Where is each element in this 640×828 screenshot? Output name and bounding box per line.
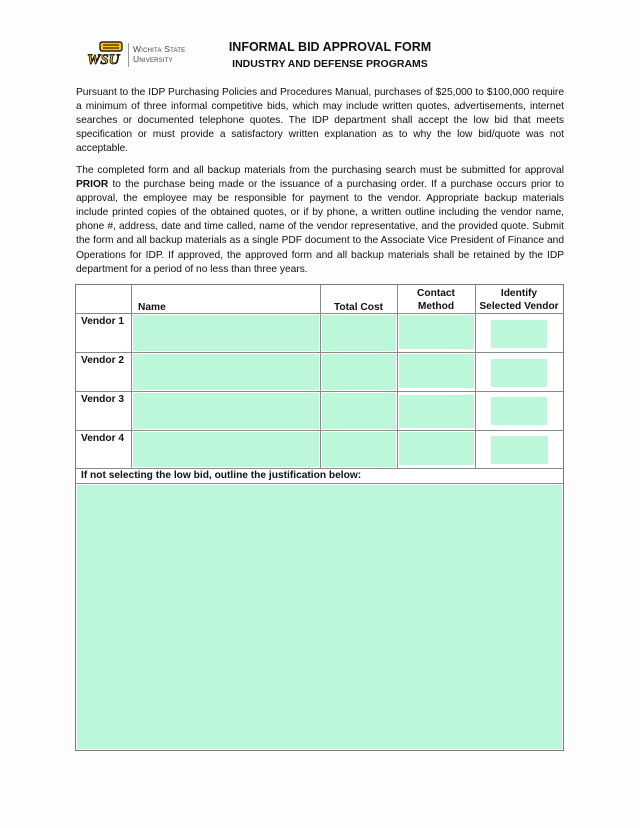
vendor-1-label: Vendor 1 <box>81 316 125 327</box>
submission-paragraph: The completed form and all backup materials from the purchasing search must be submitted for approval PRIOR to the purchase being made or the issuance of a purchasing order. If a purchase occurs prior to approval, the employee may be responsible for payment to the vendor. Appropriate backup materials include printed copies of the obtained quotes, or if by phone, a written outline including the vendor name, phone #, address, date and time called, name of the vendor representative, and the provided quote. Submit the form and all backup materials as a single PDF document to the Associate Vice President of Finance and Operations for IDP. If approved, the approved form and all backup materials shall be retained by the IDP department for a period of no less than three years. <box>76 165 564 275</box>
vendor-2-total-cost-field[interactable] <box>322 354 396 390</box>
vendor-2-label: Vendor 2 <box>81 355 125 366</box>
row-divider <box>76 391 563 392</box>
logo-divider <box>128 43 129 67</box>
form-subtitle: INDUSTRY AND DEFENSE PROGRAMS <box>232 58 428 70</box>
vendor-4-contact-method-field[interactable] <box>399 432 474 465</box>
vendor-3-name-field[interactable] <box>133 393 319 429</box>
vendor-3-total-cost-field[interactable] <box>322 393 396 429</box>
vendor-4-selected-checkbox[interactable] <box>491 436 548 464</box>
header-total-cost: Total Cost <box>333 302 384 313</box>
vendor-1-name-field[interactable] <box>133 315 319 351</box>
header-name: Name <box>138 302 166 313</box>
vendor-3-label: Vendor 3 <box>81 394 125 405</box>
wsu-logo <box>86 41 196 69</box>
vendor-3-selected-checkbox[interactable] <box>491 397 547 425</box>
vendor-4-label: Vendor 4 <box>81 433 125 444</box>
row-divider <box>76 352 563 353</box>
vendor-4-total-cost-field[interactable] <box>322 432 396 467</box>
policy-paragraph: Pursuant to the IDP Purchasing Policies and Procedures Manual, purchases of $25,000 to $100,000 require a minimum of three informal competitive bids, which may include written quotes, advertisements, internet searches or documented telephone quotes. The IDP department shall accept the low bid that meets specification or must provide a satisfactory written explanation as to why the low bid/quote was not acceptable. <box>76 87 564 155</box>
vendor-1-selected-checkbox[interactable] <box>491 320 547 348</box>
row-divider <box>76 468 563 469</box>
vendor-2-contact-method-field[interactable] <box>399 354 474 388</box>
vendor-2-selected-checkbox[interactable] <box>491 359 547 387</box>
prior-emphasis: PRIOR <box>76 179 109 191</box>
vendor-bid-table <box>75 284 564 751</box>
row-divider <box>76 483 563 484</box>
svg-text:WSU: WSU <box>87 52 120 67</box>
form-title: INFORMAL BID APPROVAL FORM <box>228 40 432 54</box>
justification-label: If not selecting the low bid, outline the justification below: <box>81 470 362 481</box>
header-contact-method: Contact Method <box>417 288 455 312</box>
vendor-3-contact-method-field[interactable] <box>399 395 474 428</box>
vendor-1-contact-method-field[interactable] <box>399 315 474 349</box>
row-divider <box>76 430 563 431</box>
university-name: Wichita State University <box>133 44 186 64</box>
justification-textarea[interactable] <box>77 485 562 749</box>
vendor-4-name-field[interactable] <box>133 432 319 467</box>
vendor-1-total-cost-field[interactable] <box>322 315 396 351</box>
header-selected-vendor: Identify Selected Vendor <box>479 288 559 312</box>
shocker-mark-icon <box>86 41 126 67</box>
vendor-2-name-field[interactable] <box>133 354 319 390</box>
